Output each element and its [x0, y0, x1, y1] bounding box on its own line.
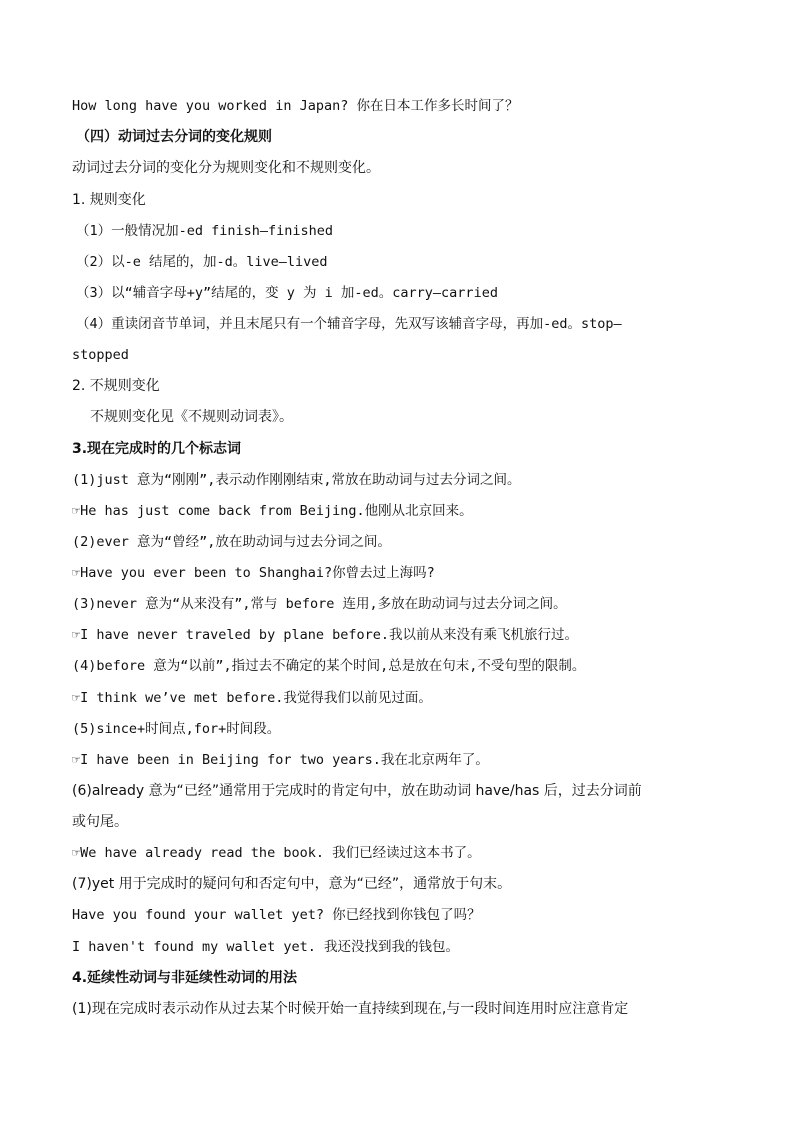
- signal-word-before: (4)before 意为“以前”,指过去不确定的某个时间,总是放在句末,不受句型的限制。: [72, 658, 586, 674]
- example-sentence: ☞He has just come back from Beijing.他刚从北京回来。: [72, 503, 473, 519]
- example-sentence: ☞We have already read the book. 我们已经读过这本书了。: [72, 845, 481, 861]
- subheading-irregular-changes: 2. 不规则变化: [72, 378, 160, 394]
- rule-item-2: （2）以-e 结尾的，加-d。live—lived: [76, 254, 328, 270]
- paragraph-text: 动词过去分词的变化分为规则变化和不规则变化。: [72, 160, 380, 176]
- paragraph-text: (1)现在完成时表示动作从过去某个时候开始一直持续到现在,与一段时间连用时应注意肯定: [72, 1001, 629, 1017]
- signal-word-since-for: (5)since+时间点,for+时间段。: [72, 721, 281, 737]
- signal-word-just: (1)just 意为“刚刚”,表示动作刚刚结束,常放在助动词与过去分词之间。: [72, 472, 521, 488]
- example-sentence-japan: How long have you worked in Japan? 你在日本工作多长时间了？: [72, 98, 519, 114]
- example-sentence: Have you found your wallet yet? 你已经找到你钱包了吗？: [72, 907, 481, 923]
- example-sentence: ☞I think we’ve met before.我觉得我们以前见过面。: [72, 690, 432, 706]
- example-sentence: I haven't found my wallet yet. 我还没找到我的钱包。: [72, 939, 459, 955]
- rule-item-1: （1）一般情况加-ed finish—finished: [76, 223, 334, 239]
- section-heading-durative-verbs: 4.延续性动词与非延续性动词的用法: [72, 970, 298, 986]
- section-heading-signal-words: 3.现在完成时的几个标志词: [72, 441, 242, 457]
- subheading-regular-changes: 1. 规则变化: [72, 192, 146, 208]
- rule-item-4: （4）重读闭音节单词，并且末尾只有一个辅音字母，先双写该辅音字母，再加-ed。stop—: [76, 316, 622, 332]
- signal-word-never: (3)never 意为“从来没有”,常与 before 连用,多放在助动词与过去分词之间。: [72, 596, 567, 612]
- signal-word-ever: (2)ever 意为“曾经”,放在助动词与过去分词之间。: [72, 534, 391, 550]
- rule-item-3: （3）以“辅音字母+y”结尾的，变 y 为 i 加-ed。carry—carried: [76, 285, 498, 301]
- example-sentence: ☞I have been in Beijing for two years.我在北京两年了。: [72, 752, 489, 768]
- signal-word-already: (6)already 意为“已经”通常用于完成时的肯定句中，放在助动词 have/has 后，过去分词前: [72, 783, 642, 799]
- signal-word-already-continuation: 或句尾。: [72, 814, 128, 830]
- signal-word-yet: (7)yet 用于完成时的疑问句和否定句中，意为“已经”，通常放于句末。: [72, 876, 512, 892]
- example-sentence: ☞Have you ever been to Shanghai?你曾去过上海吗?: [72, 565, 435, 581]
- example-sentence: ☞I have never traveled by plane before.我以前从来没有乘飞机旅行过。: [72, 627, 578, 643]
- section-heading-past-participle-rules: （四）动词过去分词的变化规则: [76, 129, 272, 145]
- paragraph-text: 不规则变化见《不规则动词表》。: [90, 409, 293, 425]
- rule-item-4-continuation: stopped: [72, 347, 129, 363]
